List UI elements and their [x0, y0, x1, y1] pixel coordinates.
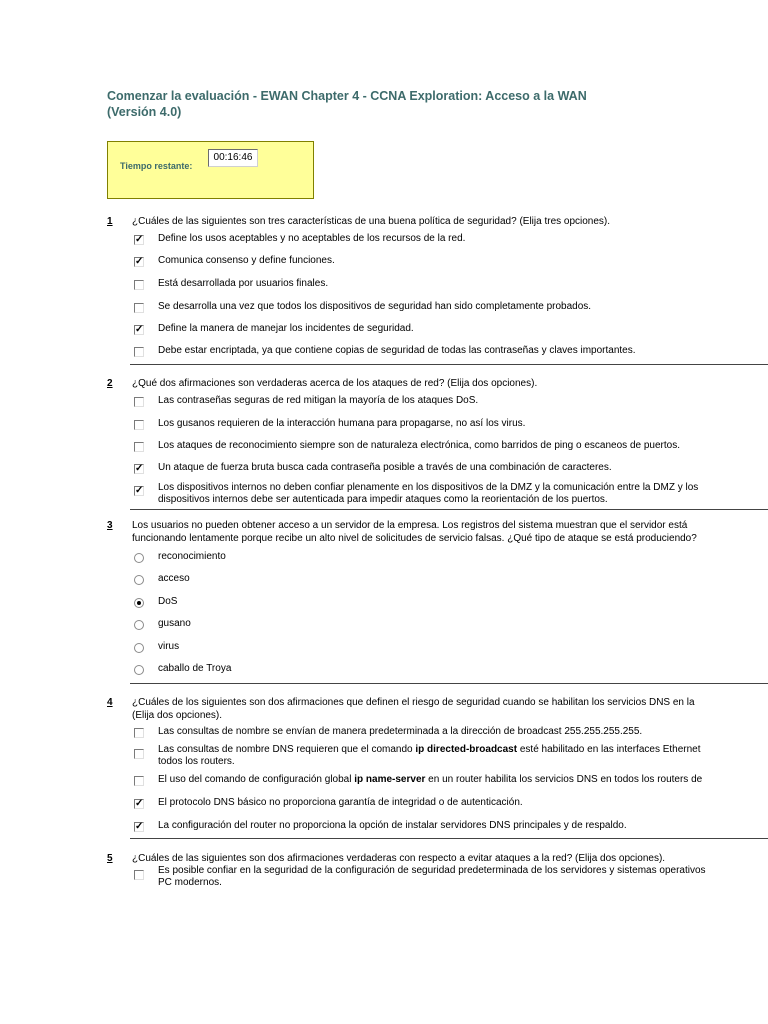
option-label: [158, 774, 702, 786]
option-label: Está desarrollada por usuarios finales.: [158, 278, 329, 289]
title-line-2: (Versión 4.0): [107, 105, 182, 119]
option-label-text: El uso del comando de configuración global: [158, 774, 355, 785]
checkbox[interactable]: ✓: [135, 798, 144, 809]
radio-button-selected[interactable]: [134, 598, 144, 608]
option-label: Las consultas de nombre se envían de manera predeterminada a la dirección de broadcast 255.255.255.255.: [158, 726, 643, 737]
question-text-line-2: (Elija dos opciones).: [132, 710, 223, 721]
option-label: virus: [158, 641, 180, 652]
checkbox[interactable]: [134, 776, 144, 786]
option-label-line-2: todos los routers.: [158, 756, 235, 767]
radio-button[interactable]: [134, 575, 144, 585]
page-title: [107, 88, 747, 120]
option-label-text: esté habilitado en las interfaces Ethernet: [517, 744, 701, 755]
checkbox[interactable]: [134, 870, 144, 880]
question-text: ¿Cuáles de las siguientes son tres características de una buena política de seguridad? (Elija tres opciones).: [132, 216, 611, 227]
option-label: DoS: [158, 596, 178, 607]
question-text: ¿Cuáles de las siguientes son dos afirmaciones verdaderas con respecto a evitar ataques a la red? (Elija dos opciones).: [132, 853, 666, 864]
checkbox[interactable]: ✓: [135, 256, 144, 267]
question-divider: [130, 509, 768, 510]
option-label-text: en un router habilita los servicios DNS en todos los routers de: [425, 774, 703, 785]
command-name: ip directed-broadcast: [415, 744, 518, 755]
title-line-1: Comenzar la evaluación - EWAN Chapter 4 - CCNA Exploration: Acceso a la WAN: [107, 89, 587, 103]
question-divider: [130, 364, 768, 365]
timer-value-field: 00:16:46: [208, 149, 258, 167]
option-label: Define los usos aceptables y no aceptables de los recursos de la red.: [158, 233, 466, 244]
checkbox[interactable]: ✓: [135, 234, 144, 245]
question-text: ¿Cuáles de los siguientes son dos afirmaciones que definen el riesgo de seguridad cuando se habilitan los servicios DNS en la: [132, 697, 695, 708]
option-label-line-2: PC modernos.: [158, 877, 222, 888]
checkbox[interactable]: [134, 420, 144, 430]
checkbox[interactable]: [134, 442, 144, 452]
timer-label: Tiempo restante:: [120, 161, 193, 171]
radio-button[interactable]: [134, 643, 144, 653]
question-number: 3: [107, 520, 113, 531]
checkbox[interactable]: [134, 749, 144, 759]
radio-button[interactable]: [134, 665, 144, 675]
command-name: ip name-server: [354, 774, 426, 785]
question-number: 5: [107, 853, 113, 864]
question-text: Los usuarios no pueden obtener acceso a un servidor de la empresa. Los registros del sistema muestran que el servidor está: [132, 520, 688, 531]
option-label: Debe estar encriptada, ya que contiene copias de seguridad de todas las contraseñas y claves importantes.: [158, 345, 636, 356]
option-label: gusano: [158, 618, 191, 629]
checkbox[interactable]: ✓: [135, 485, 144, 496]
question-text: ¿Qué dos afirmaciones son verdaderas acerca de los ataques de red? (Elija dos opciones).: [132, 378, 538, 389]
checkbox[interactable]: ✓: [135, 821, 144, 832]
checkbox[interactable]: [134, 280, 144, 290]
question-number: 4: [107, 697, 113, 708]
option-label: La configuración del router no proporciona la opción de instalar servidores DNS principales y de respaldo.: [158, 820, 627, 831]
option-label: El protocolo DNS básico no proporciona garantía de integridad o de autenticación.: [158, 797, 523, 808]
option-label-line-2: dispositivos internos debe ser autenticada para impedir ataques como la reorientación de los puertos.: [158, 494, 608, 505]
option-label: Es posible confiar en la seguridad de la configuración de seguridad predeterminada de los servidores y sistemas operativos: [158, 865, 706, 876]
radio-button[interactable]: [134, 553, 144, 563]
option-label: Un ataque de fuerza bruta busca cada contraseña posible a través de una combinación de caracteres.: [158, 462, 612, 473]
question-number: 1: [107, 216, 113, 227]
option-label: Los ataques de reconocimiento siempre son de naturaleza electrónica, como barridos de ping o escaneos de puertos.: [158, 440, 680, 451]
question-text-line-2: funcionando lentamente porque recibe un alto nivel de solicitudes de servicio falsas. ¿Qué tipo de ataque se está produciendo?: [132, 533, 697, 544]
question-divider: [130, 683, 768, 684]
checkbox[interactable]: [134, 397, 144, 407]
question-divider: [130, 838, 768, 839]
checkbox[interactable]: ✓: [135, 324, 144, 335]
option-label: Comunica consenso y define funciones.: [158, 255, 335, 266]
checkbox[interactable]: [134, 303, 144, 313]
option-label: Las contraseñas seguras de red mitigan la mayoría de los ataques DoS.: [158, 395, 479, 406]
option-label-text: Las consultas de nombre DNS requieren que el comando: [158, 744, 416, 755]
radio-button[interactable]: [134, 620, 144, 630]
option-label: Los gusanos requieren de la interacción humana para propagarse, no así los virus.: [158, 418, 526, 429]
option-label: [158, 744, 701, 756]
question-number: 2: [107, 378, 113, 389]
option-label: Se desarrolla una vez que todos los dispositivos de seguridad han sido completamente probados.: [158, 301, 592, 312]
option-label: reconocimiento: [158, 551, 226, 562]
checkbox[interactable]: [134, 347, 144, 357]
option-label: caballo de Troya: [158, 663, 232, 674]
checkbox[interactable]: [134, 728, 144, 738]
checkbox[interactable]: ✓: [135, 463, 144, 474]
option-label: Define la manera de manejar los incidentes de seguridad.: [158, 323, 414, 334]
option-label: acceso: [158, 573, 190, 584]
timer-panel: [107, 141, 314, 199]
option-label: Los dispositivos internos no deben confiar plenamente en los dispositivos de la DMZ y la comunicación entre la DMZ y los: [158, 482, 699, 493]
